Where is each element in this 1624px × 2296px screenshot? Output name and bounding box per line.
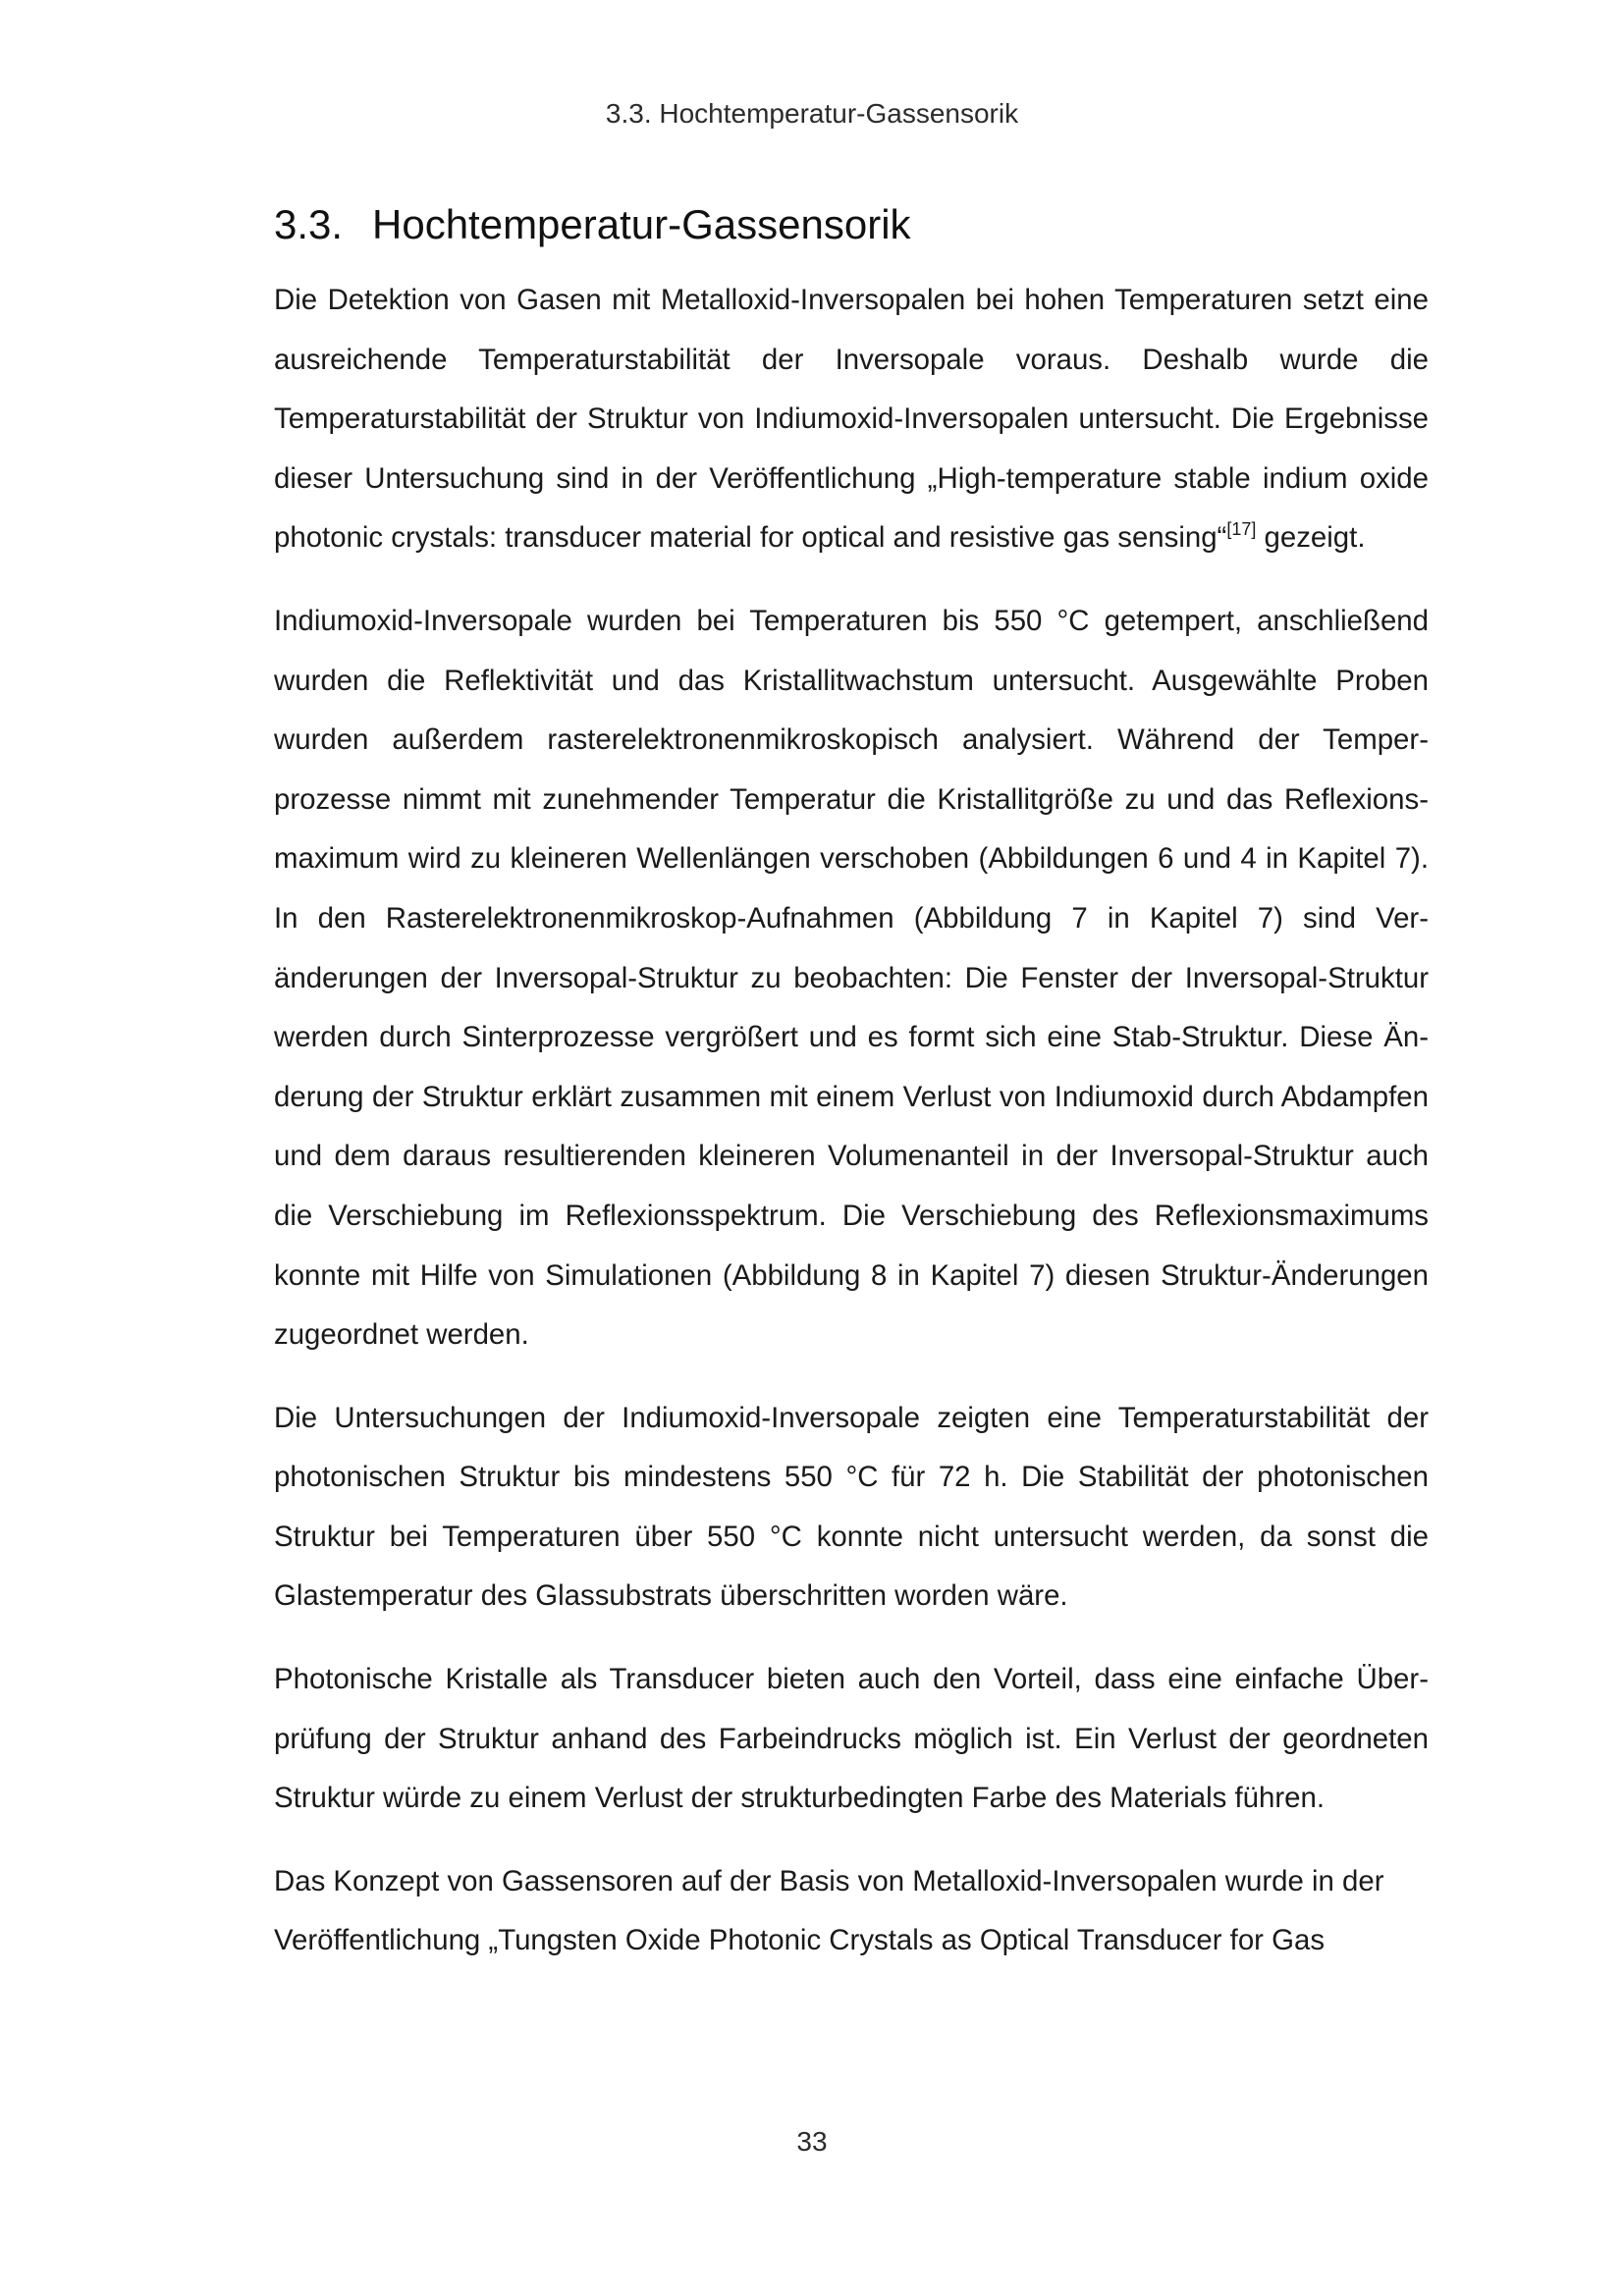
- paragraph-4: Photonische Kristalle als Transducer bieten auch den Vorteil, dass eine einfache Überprüfung der Struktur anhand des Farbeindrucks möglich ist. Ein Verlust der geordneten Struktur würde zu einem Verlust der strukturbedingten Farbe des Materials führen.: [274, 1663, 1429, 1815]
- page-number: 33: [796, 2126, 828, 2157]
- paragraph-1: [274, 271, 1429, 568]
- page-content: [274, 192, 1429, 1995]
- paragraph-1-text: Die Detektion von Gasen mit Metalloxid-Inversopalen bei hohen Temperaturen setzt eine ausreichende Temperaturstabilität der Inversopale voraus. Deshalb wurde die Temperaturstabilität der Struktur von Indiumoxid-Inversopalen untersucht. Die Ergebnisse dieser Untersuchung sind in der Veröffentlichung „High-temperature stable indium oxide photonic crystals: transducer material for optical and resistive gas sensing“: [274, 284, 1429, 555]
- paragraph-1-tail: gezeigt.: [1256, 521, 1366, 555]
- section-number: 3.3.: [274, 201, 344, 247]
- paragraph-3: Die Untersuchungen der Indiumoxid-Inversopale zeigten eine Temperaturstabilität der photonischen Struktur bis mindestens 550 °C für 72 h. Die Stabilität der photonischen Struktur bei Temperaturen über 550 °C konnte nicht untersucht werden, da sonst die Glastemperatur des Glassubstrats überschritten worden wäre.: [274, 1401, 1429, 1613]
- paragraph-5-line-1: Das Konzept von Gassensoren auf der Basis von Metalloxid-Inversopalen wurde in der: [274, 1864, 1384, 1897]
- citation-reference[interactable]: [17]: [1226, 519, 1257, 540]
- paragraph-5-line-2: Veröffentlichung „Tungsten Oxide Photonic Crystals as Optical Transducer for Gas: [274, 1924, 1326, 1957]
- section-heading: [274, 192, 1429, 257]
- section-title: Hochtemperatur-Gassensorik: [372, 201, 911, 247]
- running-header: 3.3. Hochtemperatur-Gassensorik: [605, 98, 1019, 129]
- paragraph-2: Indiumoxid-Inversopale wurden bei Temperaturen bis 550 °C getempert, anschließend wurden die Reflektivität und das Kristallitwachstum untersucht. Ausgewählte Proben wurden außerdem rasterelektronenmikroskopisch analysiert. Während der Temperprozesse nimmt mit zunehmender Temperatur die Kristallitgröße zu und das Reflexionsmaximum wird zu kleineren Wellenlängen verschoben (Abbildungen 6 und 4 in Kapitel 7). In den Rasterelektronenmikroskop-Aufnahmen (Abbildung 7 in Kapitel 7) sind Veränderungen der Inversopal-Struktur zu beobachten: Die Fenster der Inversopal-Struktur werden durch Sinterprozesse vergrößert und es formt sich eine Stab-Struktur. Diese Änderung der Struktur erklärt zusammen mit einem Verlust von Indiumoxid durch Abdampfen und dem daraus resultierenden kleineren Volumenanteil in der Inversopal-Struktur auch die Verschiebung im Reflexionsspektrum. Die Verschiebung des Reflexionsmaximums konnte mit Hilfe von Simulationen (Abbildung 8 in Kapitel 7) diesen Struktur-Änderungen zugeordnet werden.: [274, 604, 1429, 1352]
- paragraph-5: [274, 1852, 1429, 1971]
